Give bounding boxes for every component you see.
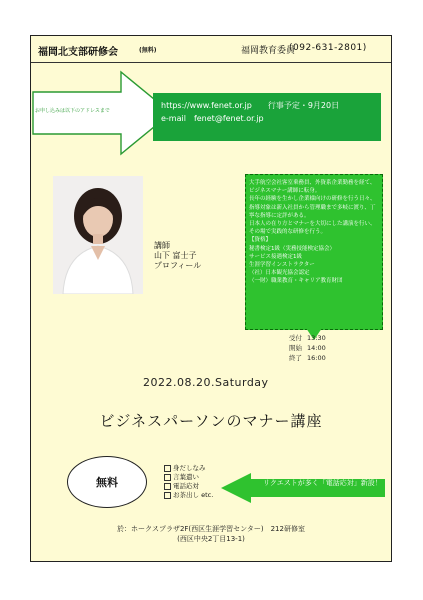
bio-line: 【資格】 (249, 237, 272, 244)
contact-url[interactable]: https://www.fenet.or.jp 行事予定・9月20日 (161, 101, 340, 110)
contact-box (153, 93, 381, 141)
instructor-caption (154, 241, 201, 271)
portrait-image (53, 176, 143, 294)
profile-bubble (245, 174, 383, 330)
fee-label: 無料 (96, 476, 118, 489)
instructor-photo (53, 176, 143, 294)
arrow-caption: お申し込みは以下のアドレスまで (35, 108, 110, 114)
venue-line: 於：ホークスプラザ2F(西区生涯学習センター) 212研修室 (117, 525, 305, 533)
contact-email[interactable]: e-mail fenet@fenet.or.jp (161, 114, 264, 123)
checkbox-icon (164, 492, 171, 499)
topic-item: 言葉遣い (164, 473, 213, 482)
bio-line: 秘書検定1級（実務技能検定協会） (249, 245, 336, 252)
instructor-note: プロフィール (154, 261, 202, 270)
schedule-row: 終了 16:00 (289, 354, 326, 362)
instructor-role: 講師 (154, 241, 170, 250)
cta-banner-text: リクエストが多く「電話応対」新設！ (263, 479, 382, 487)
bio-line: 日本人の在り方とマナーを大切にした講演を行い、その場で実践的な研修を行う。 (249, 221, 376, 236)
tel-label: 福岡教育委員 (241, 46, 296, 56)
event-title: ビジネスパーソンのマナー講座 (99, 412, 323, 430)
bio-line: （社）日本観光協会認定 (249, 270, 310, 277)
venue-address: (西区中央2丁目13-1) (177, 535, 245, 543)
header-bar (31, 36, 391, 63)
topic-item: お茶出し etc. (164, 491, 213, 500)
org-tag: (無料) (139, 47, 157, 54)
checkbox-icon (164, 465, 171, 472)
bio-line: サービス接遇検定1級 (249, 253, 302, 260)
venue-info (31, 524, 391, 544)
schedule (289, 333, 326, 363)
checkbox-icon (164, 483, 171, 490)
bio-line: 生涯学習インストラクター (249, 262, 315, 269)
event-date: 2022.08.20.Saturday (143, 376, 269, 389)
org-name: 福岡北支部研修会 (38, 47, 118, 58)
schedule-row: 開始 14:00 (289, 344, 326, 352)
bio-line: 長年の経験を生かし企業様向けの研修を行う日々、指導対象は新入社員から管理職まで多岐に渡り、丁寧な指導に定評がある。 (249, 196, 376, 219)
instructor-name: 山下 富士子 (154, 251, 197, 260)
tel-number: (092-631-2801) (289, 43, 367, 53)
bio-line: 大手航空会社客室乗務員、外資系企業勤務を経て、ビジネスマナー講師に転身。 (249, 180, 376, 195)
topic-list (164, 464, 213, 500)
topic-item: 身だしなみ (164, 464, 213, 473)
fee-badge (67, 456, 147, 508)
flyer-sheet (30, 35, 392, 562)
checkbox-icon (164, 474, 171, 481)
bio-line: （一財）職業教育・キャリア教育財団 (249, 278, 343, 285)
topic-item: 電話応対 (164, 482, 213, 491)
schedule-row: 受付 13:30 (289, 334, 326, 342)
